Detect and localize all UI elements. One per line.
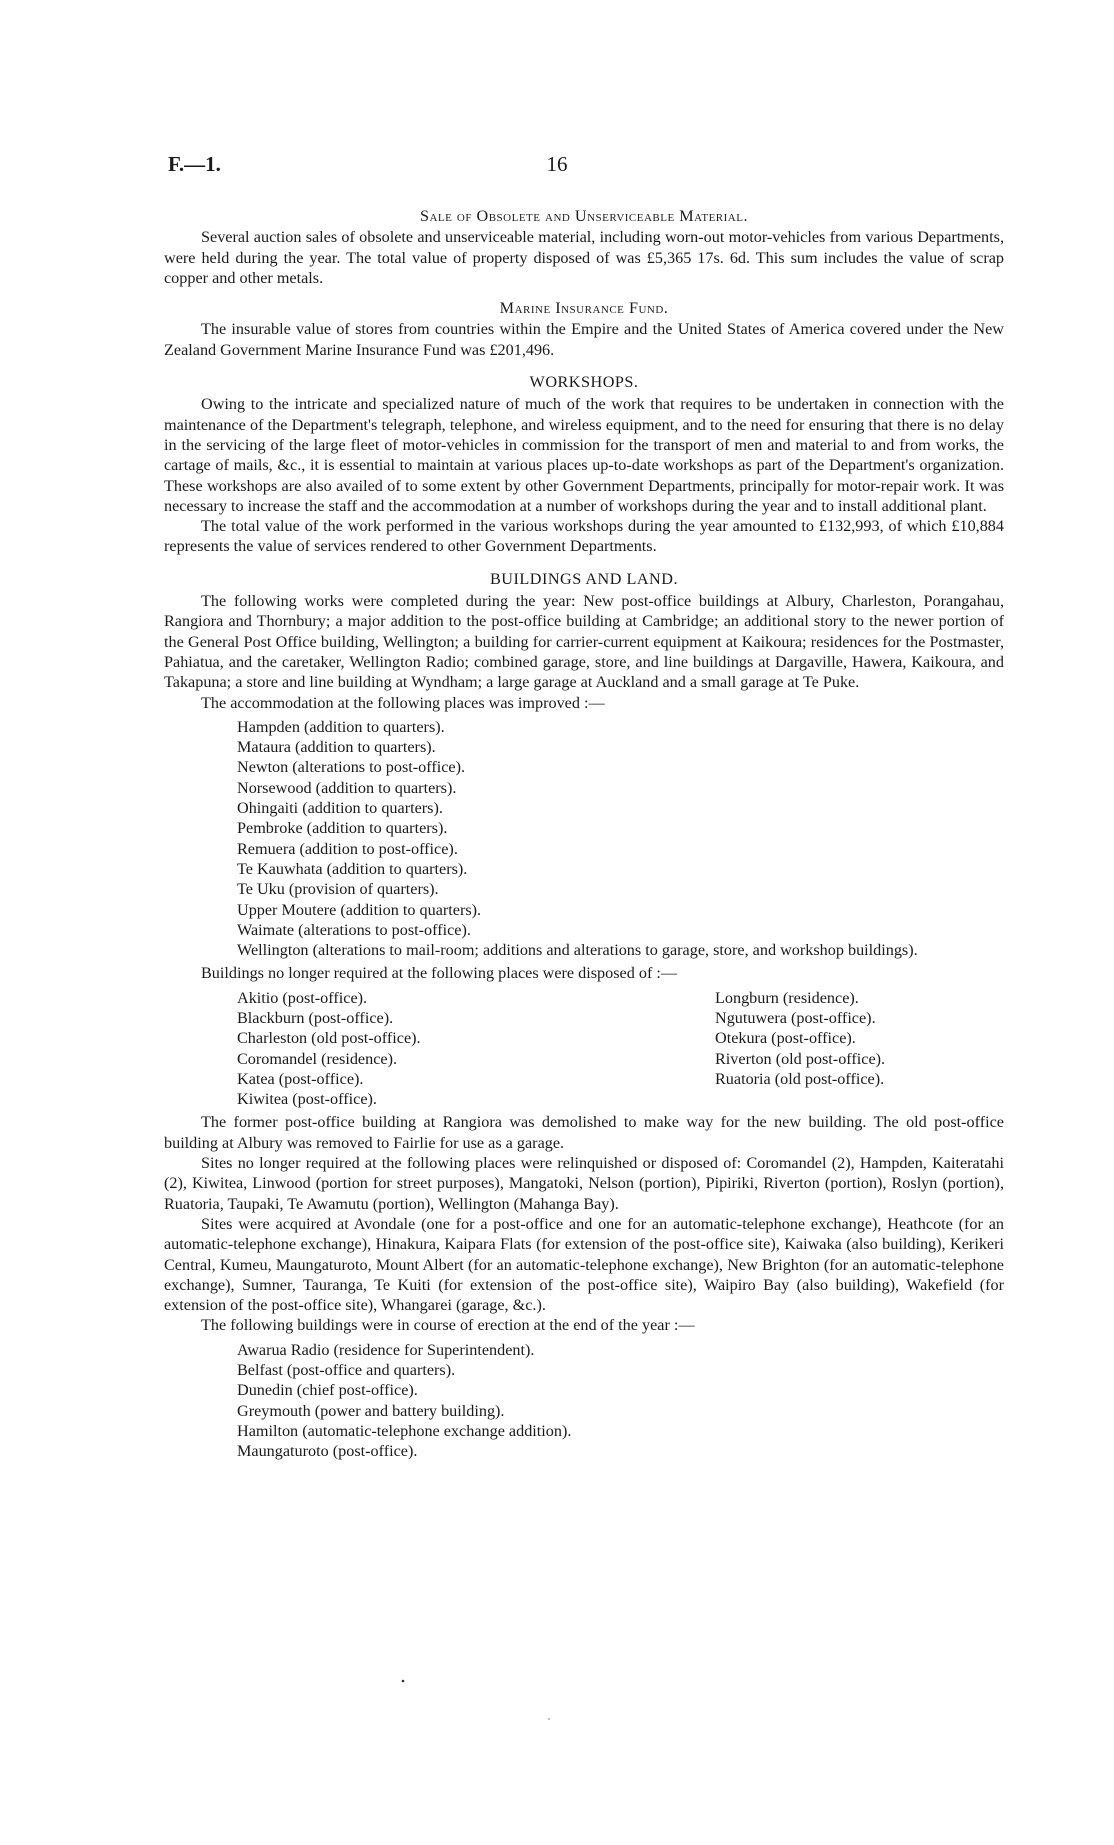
list-item: Ngutuwera (post-office). bbox=[715, 1008, 876, 1027]
list-item: Blackburn (post-office). bbox=[237, 1008, 394, 1027]
list-item: Akitio (post-office). bbox=[237, 988, 368, 1007]
list-item: Ohingaiti (addition to quarters). bbox=[237, 799, 443, 818]
section-heading-buildings: BUILDINGS AND LAND. bbox=[489, 569, 678, 588]
paragraph-disposed-intro: Buildings no longer required at the following places were disposed of :— bbox=[201, 964, 678, 983]
list-item: Katea (post-office). bbox=[237, 1069, 364, 1088]
list-item: Otekura (post-office). bbox=[715, 1029, 856, 1048]
list-item: Awarua Radio (residence for Superintendent). bbox=[237, 1340, 535, 1359]
list-item: Wellington (alterations to mail-room; additions and alterations to garage, store, and workshop buildings). bbox=[237, 941, 918, 960]
list-item: Ruatoria (old post-office). bbox=[715, 1069, 885, 1088]
list-item: Hamilton (automatic-telephone exchange addition). bbox=[237, 1421, 572, 1440]
section-heading-sale: Sale of Obsolete and Unserviceable Material. bbox=[419, 207, 749, 225]
paragraph-sites-acquired: Sites were acquired at Avondale (one for a post-office and one for an automatic-telephone exchange), Heathcote (for an automatic-telephone exchange), Hinakura, Kaipara Flats (for extension of the post-office site), Kaiwaka (also building), Kerikeri Central, Kumeu, Maungaturoto, Mount Albert (for an automatic-telephone exchange), New Brighton (for an automatic-telephone exchange), Sumner, Tauranga, Te Kuiti (for extension of the post-office site), Waipiro Bay (also building), Wakefield (for extension of the post-office site), Whangarei (garage, &c.). bbox=[164, 1214, 1004, 1315]
paragraph-erection-intro: The following buildings were in course of erection at the end of the year :— bbox=[201, 1316, 695, 1335]
scan-speck bbox=[548, 1718, 550, 1720]
list-item: Newton (alterations to post-office). bbox=[237, 758, 466, 777]
list-item: Charleston (old post-office). bbox=[237, 1029, 421, 1048]
list-item: Upper Moutere (addition to quarters). bbox=[237, 900, 482, 919]
paragraph-sale: Several auction sales of obsolete and unserviceable material, including worn-out motor-vehicles from various Departments, were held during the year. The total value of property disposed of was £5,365 17s. 6d. This sum includes the value of scrap copper and other metals. bbox=[164, 228, 1004, 287]
document-reference: F.—1. bbox=[168, 152, 221, 176]
paragraph-accommodation-intro: The accommodation at the following places was improved :— bbox=[201, 693, 605, 712]
paragraph-sites-relinquished: Sites no longer required at the following places were relinquished or disposed of: Coromandel (2), Hampden, Kaiteratahi (2), Kiwitea, Linwood (portion for street purposes), Mangatoki, Nelson (portion), Pipiriki, Riverton (portion), Roslyn (portion), Ruatoria, Taupaki, Te Awamutu (portion), Wellington (Mahanga Bay). bbox=[164, 1154, 1004, 1213]
list-item: Longburn (residence). bbox=[715, 988, 859, 1007]
list-item: Waimate (alterations to post-office). bbox=[237, 920, 471, 939]
list-item: Riverton (old post-office). bbox=[715, 1049, 886, 1068]
scan-speck bbox=[402, 1680, 405, 1683]
list-item: Norsewood (addition to quarters). bbox=[237, 778, 457, 797]
paragraph-marine-insurance: The insurable value of stores from countries within the Empire and the United States of America covered under the New Zealand Government Marine Insurance Fund was £201,496. bbox=[164, 320, 1004, 359]
list-item: Kiwitea (post-office). bbox=[237, 1090, 377, 1109]
list-item: Mataura (addition to quarters). bbox=[237, 738, 436, 757]
list-item: Coromandel (residence). bbox=[237, 1049, 398, 1068]
paragraph-buildings-completed: The following works were completed during the year: New post-office buildings at Albury, Charleston, Porangahau, Rangiora and Thornbury; a major addition to the post-office building at Cambridge; an additional story to the newer portion of the General Post Office building, Wellington; a building for carrier-current equipment at Kaikoura; residences for the Postmaster, Pahiatua, and the caretaker, Wellington Radio; combined garage, store, and line buildings at Dargaville, Hawera, Kaikoura, and Takapuna; a store and line building at Wyndham; a large garage at Auckland and a small garage at Te Puke. bbox=[164, 592, 1004, 692]
list-item: Belfast (post-office and quarters). bbox=[237, 1361, 456, 1380]
list-item: Pembroke (addition to quarters). bbox=[237, 819, 448, 838]
page-number: 16 bbox=[546, 152, 568, 176]
list-item: Remuera (addition to post-office). bbox=[237, 839, 458, 858]
list-item: Hampden (addition to quarters). bbox=[237, 717, 445, 736]
paragraph-demolition: The former post-office building at Rangiora was demolished to make way for the new building. The old post-office building at Albury was removed to Fairlie for use as a garage. bbox=[164, 1113, 1004, 1152]
list-item: Greymouth (power and battery building). bbox=[237, 1401, 505, 1420]
list-item: Te Uku (provision of quarters). bbox=[237, 880, 439, 899]
section-heading-workshops: WORKSHOPS. bbox=[529, 373, 639, 392]
section-heading-marine-insurance: Marine Insurance Fund. bbox=[499, 299, 669, 318]
list-item: Te Kauwhata (addition to quarters). bbox=[237, 859, 468, 878]
paragraph-workshops-2: The total value of the work performed in the various workshops during the year amounted to £132,993, of which £10,884 represents the value of services rendered to other Government Departments. bbox=[164, 517, 1004, 556]
list-item: Maungaturoto (post-office). bbox=[237, 1442, 418, 1461]
list-item: Dunedin (chief post-office). bbox=[237, 1381, 418, 1400]
paragraph-workshops-1: Owing to the intricate and specialized nature of much of the work that requires to be undertaken in connection with the maintenance of the Department's telegraph, telephone, and wireless equipment, and to the need for ensuring that there is no delay in the servicing of the large fleet of motor-vehicles in commission for the transport of men and material to and from works, the cartage of mails, &c., it is essential to maintain at various places up-to-date workshops as part of the Department's organization. These workshops are also availed of to some extent by other Government Departments, principally for motor-repair work. It was necessary to increase the staff and the accommodation at a number of workshops during the year and to install additional plant. bbox=[164, 395, 1004, 515]
